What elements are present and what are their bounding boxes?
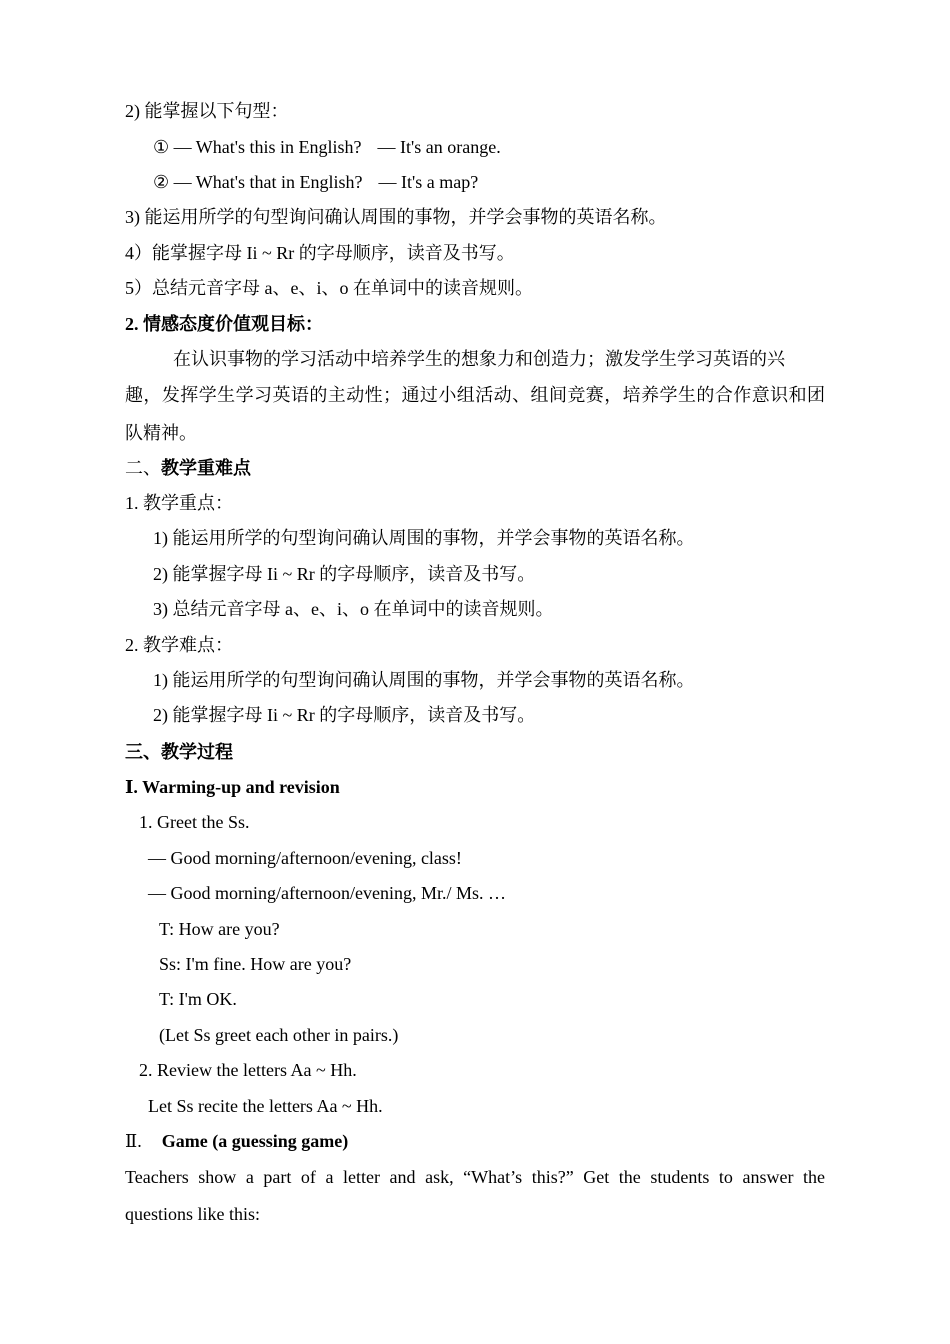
focus-item-1: 1) 能运用所学的句型询问确认周围的事物，并学会事物的英语名称。: [153, 528, 695, 548]
objective-item-4: 4）能掌握字母 Ii ~ Rr 的字母顺序，读音及书写。: [125, 243, 515, 263]
emotion-paragraph-line-3: 队精神。: [125, 423, 197, 443]
process-heading: 三、教学过程: [125, 742, 233, 762]
emotion-paragraph-line-2: 趣，发挥学生学习英语的主动性；通过小组活动、组间竞赛，培养学生的合作意识和团: [125, 385, 825, 405]
section-1-heading: Ⅰ. Warming-up and revision: [125, 777, 340, 797]
game-paragraph-line-2: questions like this:: [125, 1204, 260, 1224]
step-1: 1. Greet the Ss.: [139, 812, 250, 832]
step-2: 2. Review the letters Aa ~ Hh.: [139, 1060, 357, 1080]
dialog-teacher-1: T: How are you?: [159, 919, 280, 939]
difficulty-item-1: 1) 能运用所学的句型询问确认周围的事物，并学会事物的英语名称。: [153, 670, 695, 690]
dialog-students: Ss: I'm fine. How are you?: [159, 954, 352, 974]
focus-title: 1. 教学重点：: [125, 493, 233, 513]
sentence-pattern-1: [153, 135, 501, 159]
objective-item-3: 3) 能运用所学的句型询问确认周围的事物，并学会事物的英语名称。: [125, 207, 667, 227]
objective-item-2-title: 2) 能掌握以下句型：: [125, 101, 289, 121]
section-2-title: Game (a guessing game): [161, 1131, 349, 1151]
difficulty-title: 2. 教学难点：: [125, 635, 233, 655]
key-points-heading-title: 教学重难点: [161, 458, 251, 478]
sentence-pattern-2-answer: — It's a map?: [378, 172, 479, 192]
sentence-pattern-2: [153, 170, 478, 194]
key-points-heading-prefix: 二、: [125, 458, 161, 478]
key-points-heading: [125, 456, 251, 480]
emotion-paragraph-line-1: 在认识事物的学习活动中培养学生的想象力和创造力；激发学生学习英语的兴: [173, 349, 785, 369]
greeting-line-1: — Good morning/afternoon/evening, class!: [148, 848, 462, 868]
greeting-line-2: — Good morning/afternoon/evening, Mr./ Ms. …: [148, 883, 506, 903]
emotion-objective-heading: 2. 情感态度价值观目标：: [125, 314, 323, 334]
section-2-heading: [125, 1129, 348, 1153]
sentence-pattern-2-question: ② — What's that in English?: [153, 172, 363, 192]
objective-item-5: 5）总结元音字母 a、e、i、o 在单词中的读音规则。: [125, 278, 533, 298]
game-paragraph-line-1: Teachers show a part of a letter and ask, “What’s this?” Get the students to answer the: [125, 1167, 825, 1187]
section-2-numeral: Ⅱ.: [125, 1131, 142, 1151]
dialog-teacher-2: T: I'm OK.: [159, 989, 237, 1009]
sentence-pattern-1-question: ① — What's this in English?: [153, 137, 362, 157]
difficulty-item-2: 2) 能掌握字母 Ii ~ Rr 的字母顺序，读音及书写。: [153, 705, 536, 725]
dialog-note: (Let Ss greet each other in pairs.): [159, 1025, 399, 1045]
focus-item-3: 3) 总结元音字母 a、e、i、o 在单词中的读音规则。: [153, 599, 554, 619]
focus-item-2: 2) 能掌握字母 Ii ~ Rr 的字母顺序，读音及书写。: [153, 564, 536, 584]
step-2-detail: Let Ss recite the letters Aa ~ Hh.: [148, 1096, 383, 1116]
sentence-pattern-1-answer: — It's an orange.: [377, 137, 501, 157]
